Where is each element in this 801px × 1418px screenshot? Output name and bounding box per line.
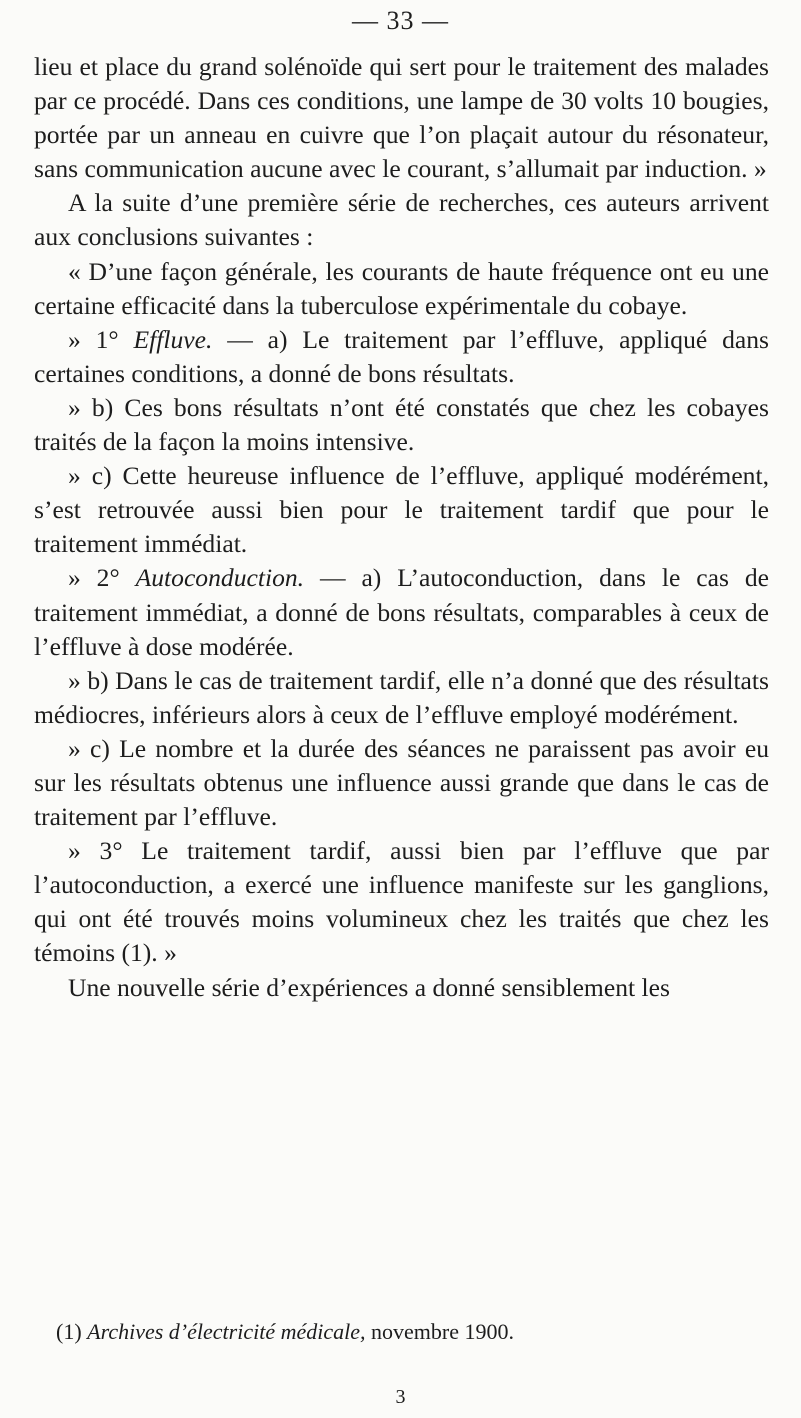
paragraph: A la suite d’une première série de recherches, ces auteurs arrivent aux conclusions suivantes : (34, 188, 769, 252)
paragraph: » 3° Le traitement tardif, aussi bien par l’effluve que par l’autoconduction, a exercé une influence manifeste sur les ganglions, qui ont été trouvés moins volumineux chez les traités que chez les témoins (1). » (34, 836, 769, 968)
paragraph: » b) Dans le cas de traitement tardif, elle n’a donné que des résultats médiocres, inférieurs alors à ceux de l’effluve employé modérément. (34, 665, 769, 729)
footnote (56, 1319, 776, 1345)
paragraph-prefix: » 2° (68, 563, 136, 593)
page-number: — 33 — (352, 6, 449, 35)
paragraph-text: — a) L’autoconduction, dans le cas de traitement immédiat, a donné de bons résultats, comparables à ceux de l’effluve à dose modérée. (34, 563, 769, 661)
section-heading: Autoconduction. (135, 563, 305, 593)
paragraph: » c) Le nombre et la durée des séances ne paraissent pas avoir eu sur les résultats obtenus une influence aussi grande que dans le cas de traitement par l’effluve. (34, 733, 769, 832)
paragraph (34, 561, 769, 663)
section-heading: Effluve. (133, 324, 213, 354)
body-text (34, 50, 769, 1005)
paragraph: lieu et place du grand solénoïde qui sert pour le traitement des malades par ce procédé. Dans ces conditions, une lampe de 30 volts 10 bougies, portée par un anneau en cuivre que l’on plaçait autour du résonateur, sans communication aucune avec le courant, s’allumait par induction. » (34, 52, 769, 184)
paragraph: « D’une façon générale, les courants de haute fréquence ont eu une certaine efficacité dans la tuberculose expérimentale du cobaye. (34, 256, 769, 320)
footnote-date: novembre 1900. (365, 1319, 514, 1344)
paragraph: Une nouvelle série d’expériences a donné sensiblement les (68, 972, 670, 1002)
paragraph: » b) Ces bons résultats n’ont été constatés que chez les cobayes traités de la façon la moins intensive. (34, 392, 769, 457)
signature-mark: 3 (395, 1386, 406, 1408)
paragraph (34, 323, 769, 391)
paragraph-text: — a) Le traitement par l’effluve, appliqué dans certaines conditions, a donné de bons résultats. (34, 324, 769, 388)
paragraph: » c) Cette heureuse influence de l’effluve, appliqué modérément, s’est retrouvée aussi bien pour le traitement tardif que pour le traitement immédiat. (34, 461, 769, 559)
footnote-source: Archives d’électricité médicale, (87, 1319, 366, 1344)
footnote-marker: (1) (56, 1319, 88, 1344)
paragraph-prefix: » 1° (68, 324, 134, 354)
